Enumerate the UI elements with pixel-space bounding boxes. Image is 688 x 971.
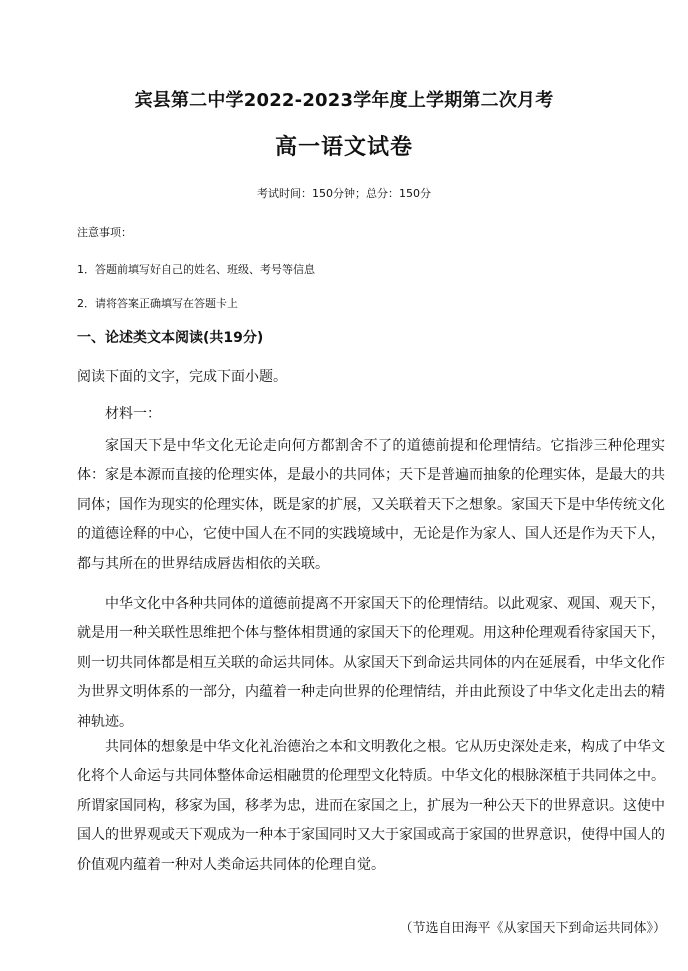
notice-heading: 注意事项： <box>77 226 132 239</box>
reading-instruction: 阅读下面的文字，完成下面小题。 <box>77 369 287 385</box>
body-paragraph: 中华文化中各种共同体的道德前提离不开家国天下的伦理情结。以此观家、观国、观天下，就是用一种关联性思维把个体与整体相贯通的家国天下的伦理观。用这种伦理观看待家国天下，则一切共同体都是相互关联的命运共同体。从家国天下到命运共同体的内在延展看，中华文化作为世界文明体系的一部分，内蕴着一种走向世界的伦理情结，并由此预设了中华文化走出去的精神轨迹。 <box>77 596 665 730</box>
exam-title: 高一语文试卷 <box>274 135 413 160</box>
material-label: 材料一： <box>105 406 161 422</box>
notice-item: 2．请将答案正确填写在答题卡上 <box>77 297 238 310</box>
school-title: 宾县第二中学2022-2023学年度上学期第二次月考 <box>134 90 554 111</box>
section-heading: 一、论述类文本阅读(共19分) <box>77 330 264 346</box>
source-citation: （节选自田海平《从家国天下到命运共同体》） <box>399 921 666 936</box>
notice-item: 1．答题前填写好自己的姓名、班级、考号等信息 <box>77 263 315 276</box>
body-paragraph: 共同体的想象是中华文化礼治德治之本和文明教化之根。它从历史深处走来，构成了中华文化将个人命运与共同体整体命运相融贯的伦理型文化特质。中华文化的根脉深植于共同体之中。所谓家国同构，移家为国，移孝为忠，进而在家国之上，扩展为一种公天下的世界意识。这使中国人的世界观或天下观成为一种本于家国同时又大于家国或高于家国的世界意识，使得中国人的价值观内蕴着一种对人类命运共同体的伦理自觉。 <box>77 739 665 873</box>
body-paragraph: 家国天下是中华文化无论走向何方都割舍不了的道德前提和伦理情结。它指涉三种伦理实体：家是本源而直接的伦理实体，是最小的共同体；天下是普遍而抽象的伦理实体，是最大的共同体；国作为现实的伦理实体，既是家的扩展，又关联着天下之想象。家国天下是中华传统文化的道德诠释的中心，它使中国人在不同的实践境域中，无论是作为家人、国人还是作为天下人，都与其所在的世界结成唇齿相依的关联。 <box>77 438 665 572</box>
exam-info: 考试时间：150分钟；总分：150分 <box>257 187 431 200</box>
